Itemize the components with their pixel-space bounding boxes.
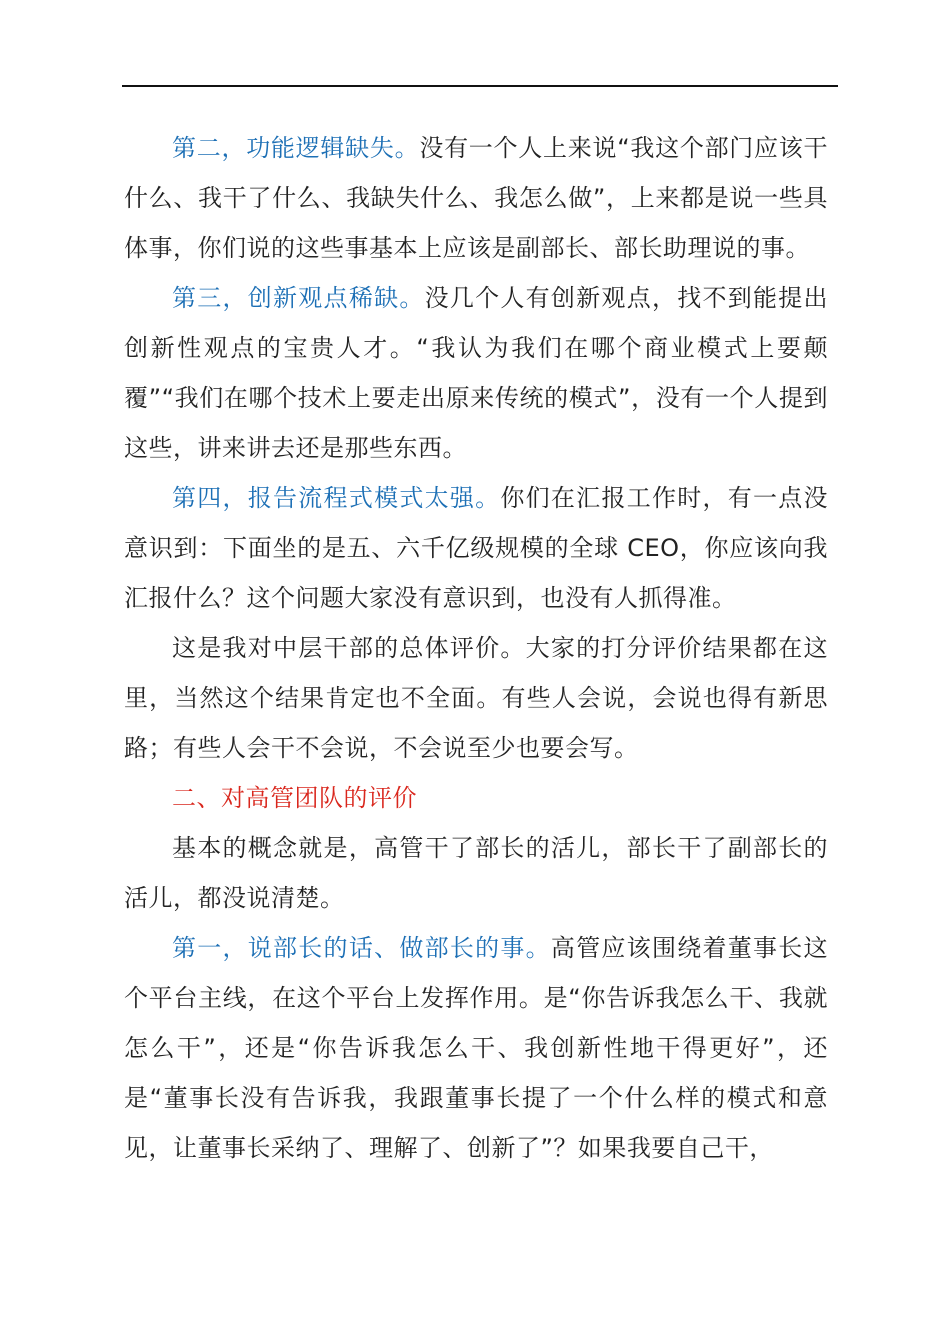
- paragraph-innovation: [124, 273, 828, 473]
- paragraph-mid-level-summary: [124, 623, 828, 773]
- paragraph-reporting: [124, 473, 828, 623]
- paragraph-text: 这是我对中层干部的总体评价。大家的打分评价结果都在这里，当然这个结果肯定也不全面。有些人会说，会说也得有新思路；有些人会干不会说，不会说至少也要会写。: [124, 634, 828, 762]
- paragraph-text: 你们在汇报工作时，有一点没意识到：下面坐的是五、六千亿级规模的全球 CEO，你应该向我汇报什么？这个问题大家没有意识到，也没有人抓得准。: [124, 484, 829, 612]
- section-heading: [124, 773, 828, 823]
- point-heading: 第四，报告流程式模式太强。: [172, 484, 501, 512]
- paragraph-text: 没几个人有创新观点，找不到能提出创新性观点的宝贵人才。“我认为我们在哪个商业模式上要颠覆”“我们在哪个技术上要走出原来传统的模式”，没有一个人提到这些，讲来讲去还是那些东西。: [124, 284, 829, 462]
- point-heading: 第二，功能逻辑缺失。: [172, 134, 420, 162]
- paragraph-text: 没有一个人上来说“我这个部门应该干什么、我干了什么、我缺失什么、我怎么做”，上来都是说一些具体事，你们说的这些事基本上应该是副部长、部长助理说的事。: [124, 134, 829, 262]
- document-body: [124, 123, 828, 1173]
- paragraph-text: 高管应该围绕着董事长这个平台主线，在这个平台上发挥作用。是“你告诉我怎么干、我就怎么干”，还是“你告诉我怎么干、我创新性地干得更好”，还是“董事长没有告诉我，我跟董事长提了一个什么样的模式和意见，让董事长采纳了、理解了、创新了”？如果我要自己干，: [124, 934, 829, 1162]
- paragraph-minister-role: [124, 923, 828, 1173]
- section-heading-text: 二、对高管团队的评价: [172, 784, 417, 812]
- paragraph-function-logic: [124, 123, 828, 273]
- header-rule: [122, 85, 838, 87]
- point-heading: 第一，说部长的话、做部长的事。: [172, 934, 551, 962]
- paragraph-basic-concept: [124, 823, 828, 923]
- point-heading: 第三，创新观点稀缺。: [172, 284, 425, 312]
- paragraph-text: 基本的概念就是，高管干了部长的活儿，部长干了副部长的活儿，都没说清楚。: [124, 834, 828, 912]
